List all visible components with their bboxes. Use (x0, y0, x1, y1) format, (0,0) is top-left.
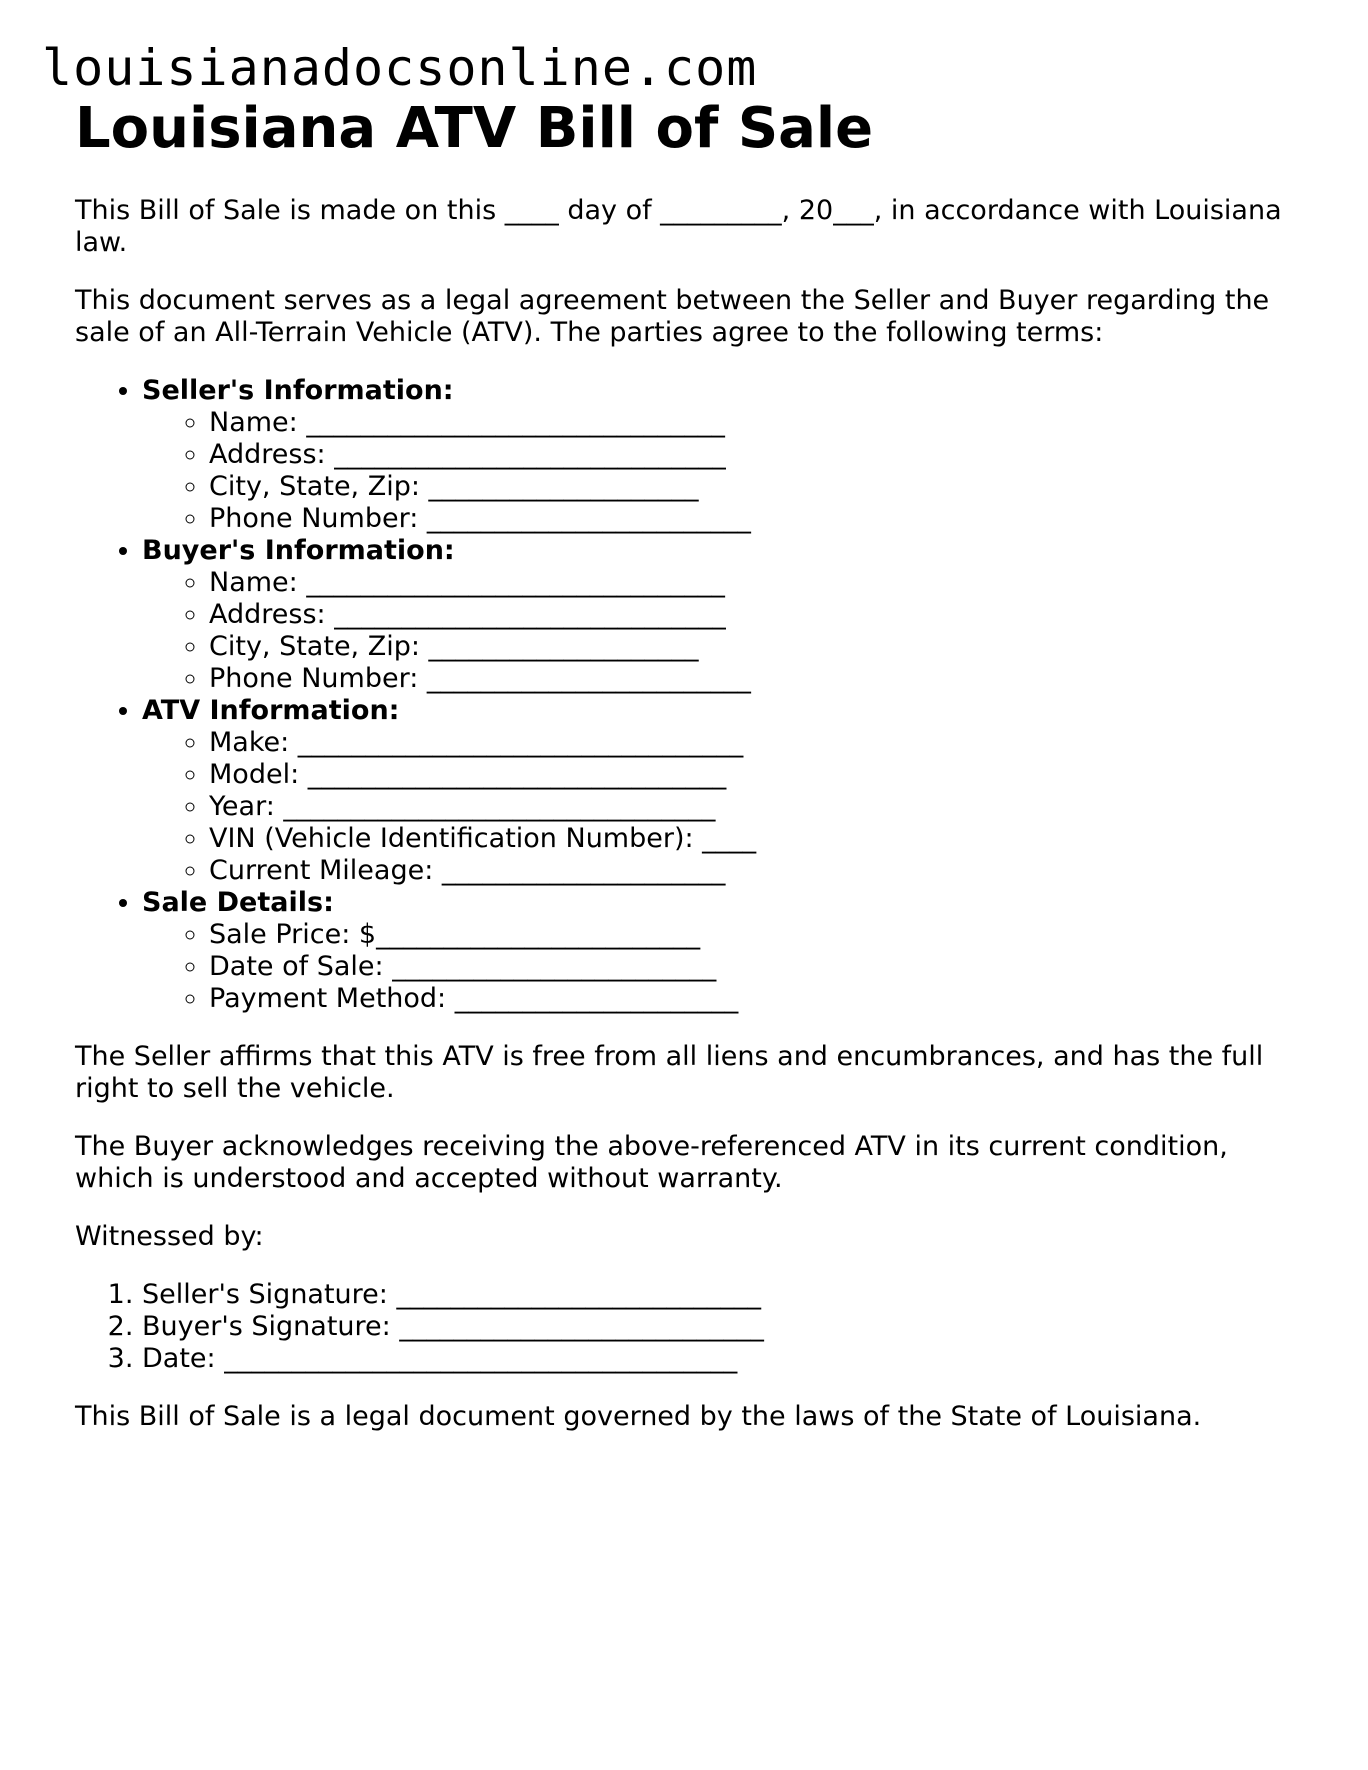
buyer-name-field: ◦ Name: _______________________________ (209, 567, 1295, 599)
atv-vin-field: ◦ VIN (Vehicle Identification Number): ____ (209, 823, 1295, 855)
site-watermark: louisianadocsonline.com (42, 39, 758, 97)
atv-year-field: ◦ Year: ________________________________ (209, 791, 1295, 823)
seller-signature-line: 1. Seller's Signature: ___________________________ (142, 1279, 1295, 1311)
section-title: Sale Details: (142, 887, 334, 918)
section-buyer (142, 535, 1295, 695)
purpose-paragraph: This document serves as a legal agreement between the Seller and Buyer regarding the sale of an All-Terrain Vehicle (ATV). The parties agree to the following terms: (75, 285, 1270, 348)
atv-mileage-field: ◦ Current Mileage: _____________________ (209, 855, 1295, 887)
seller-city-state-zip-field: ◦ City, State, Zip: ____________________ (209, 471, 1295, 503)
sale-price-field: ◦ Sale Price: $________________________ (209, 919, 1295, 951)
seller-phone-field: ◦ Phone Number: ________________________ (209, 503, 1295, 535)
buyer-address-field: ◦ Address: _____________________________ (209, 599, 1295, 631)
buyer-signature-line: 2. Buyer's Signature: ___________________________ (142, 1311, 1295, 1343)
acknowledgment-paragraph: The Buyer acknowledges receiving the above-referenced ATV in its current condition, which is understood and accepted without warranty. (75, 1131, 1228, 1194)
payment-method-field: ◦ Payment Method: _____________________ (209, 983, 1295, 1015)
sale-fields (142, 919, 1295, 1015)
section-title: Seller's Information: (142, 375, 454, 406)
buyer-fields (142, 567, 1295, 695)
signature-list (75, 1279, 1295, 1375)
signature-date-line: 3. Date: ______________________________________ (142, 1343, 1295, 1375)
atv-fields (142, 727, 1295, 887)
intro-paragraph: This Bill of Sale is made on this ____ day of _________, 20___, in accordance with Louisiana law. (75, 195, 1282, 258)
document-title: Louisiana ATV Bill of Sale (75, 96, 874, 161)
document-body (75, 96, 1295, 1433)
sale-date-field: ◦ Date of Sale: ________________________ (209, 951, 1295, 983)
affirmation-paragraph: The Seller affirms that this ATV is free from all liens and encumbrances, and has the full right to sell the vehicle. (75, 1041, 1264, 1104)
section-atv (142, 695, 1295, 887)
seller-name-field: ◦ Name: _______________________________ (209, 407, 1295, 439)
section-seller (142, 375, 1295, 535)
terms-list (75, 375, 1295, 1015)
buyer-phone-field: ◦ Phone Number: ________________________ (209, 663, 1295, 695)
section-title: ATV Information: (142, 695, 400, 726)
atv-make-field: ◦ Make: _________________________________ (209, 727, 1295, 759)
buyer-city-state-zip-field: ◦ City, State, Zip: ____________________ (209, 631, 1295, 663)
closing-paragraph: This Bill of Sale is a legal document governed by the laws of the State of Louisiana. (75, 1401, 1202, 1432)
seller-fields (142, 407, 1295, 535)
section-sale-details (142, 887, 1295, 1015)
witnessed-by-label: Witnessed by: (75, 1221, 264, 1252)
section-title: Buyer's Information: (142, 535, 455, 566)
seller-address-field: ◦ Address: _____________________________ (209, 439, 1295, 471)
atv-model-field: ◦ Model: _______________________________ (209, 759, 1295, 791)
